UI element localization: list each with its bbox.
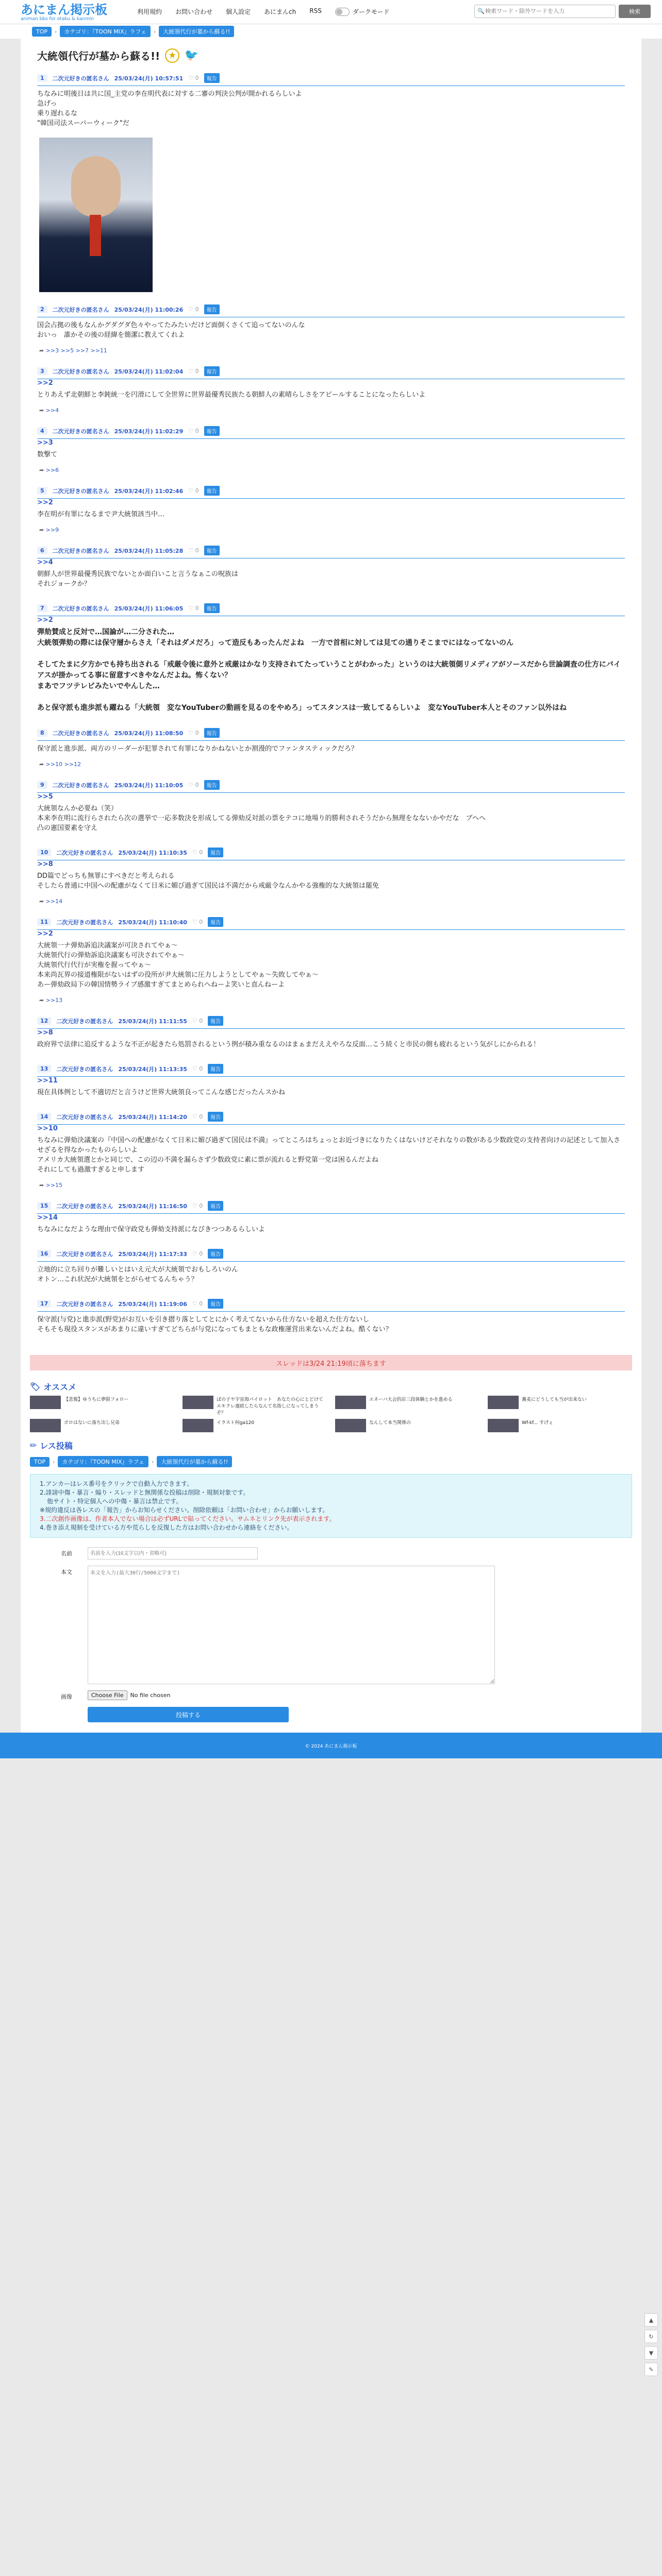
submit-button[interactable]: 投稿する [88,1707,289,1722]
res-number[interactable]: 10 [37,849,51,856]
post [30,68,632,299]
post [30,1196,632,1244]
poster-name: 二次元好きの匿名さん [56,1250,113,1258]
res-number[interactable]: 11 [37,918,51,926]
recommend-title: なんして本当関係の [369,1420,411,1426]
heart-icon: ♡ [192,1250,197,1257]
recommend-item[interactable] [335,1396,479,1416]
post-body: ちなみに弾劾決議案の『中国への配慮がなくて日米に媚び過ぎて国民は不満』ってところはちょっとお近づきになりたくはないけどそれなりの数がある少数政党の支持者向けの記述として加入させざるを得なかったものらしいよ アメリカ大統領選とかと同じで、この辺の不満を漏らさず少数政党に素に票が流れると野党第一党は困るんだよね それにしても過激すぎると申します [37,1137,621,1174]
dark-mode-label: ダークモード [352,8,390,15]
top-nav [137,7,389,16]
report-button[interactable]: 報告 [204,366,220,376]
poster-name: 二次元好きの匿名さん [52,547,109,554]
heart-icon: ♡ [192,1113,197,1120]
breadcrumb-category[interactable]: カテゴリ：『TOON MIX』ラフェ [58,1456,148,1467]
nav-rss[interactable]: RSS [309,7,322,14]
heart-icon: ♡ [192,849,197,856]
heart-icon: ♡ [188,547,194,554]
post-date: 25/03/24(月) 11:17:33 [118,1250,187,1258]
like-count: 0 [195,782,199,788]
poster-name: 二次元好きの匿名さん [52,75,109,82]
star-icon[interactable]: ★ [165,48,179,63]
post-header [37,603,625,616]
reply-anchor[interactable]: >>3 [37,439,53,447]
post [30,598,632,723]
post-body: 数撃て [37,451,58,459]
reply-anchor[interactable]: >>14 [37,1214,58,1222]
like-button[interactable] [192,919,203,925]
post-header [37,1249,625,1262]
post-body: ちなみに明後日は共に国_主党の李在明代表に対する二審の判決公判が開かれるらしいよ 急げっ 乗り遅れるな "韓国司法スーパーウィーク"だ [37,90,302,127]
post-date: 25/03/24(月) 11:10:35 [118,849,187,856]
like-button[interactable] [188,547,198,554]
post-date: 25/03/24(月) 11:08:50 [114,730,184,737]
rule-line: 3.二次創作画像は、作者本人でない場合は必ずURLで貼ってください。サムネとリンク先が表示されます。 [40,1515,336,1522]
post [30,723,632,775]
reply-anchor[interactable]: >>10 [37,1125,58,1132]
scroll-top-icon[interactable]: ▲ [644,2313,658,2327]
nav-contact[interactable]: お問い合わせ [175,8,213,15]
res-form [30,1543,632,1733]
res-number[interactable]: 12 [37,1017,51,1025]
heart-icon: ♡ [192,1202,197,1209]
post-body: 現在具体例として不適切だと言うけど世界大統領良ってこんな感じだったんスかね [37,1089,286,1096]
res-number[interactable]: 4 [37,427,47,435]
res-number[interactable]: 8 [37,729,47,737]
reply-links[interactable]: ➦ >>13 [37,992,625,1004]
pencil-icon[interactable]: ✎ [644,2363,658,2376]
like-count: 0 [199,1065,203,1072]
post-list [30,68,632,1344]
reply-anchor[interactable]: >>2 [37,499,53,506]
report-button[interactable]: 報告 [204,304,220,314]
poster-name: 二次元好きの匿名さん [56,1018,113,1025]
recommend-heading-text: オススメ [43,1382,77,1392]
search-input[interactable] [474,5,616,18]
nav-animanch[interactable]: あにまんch [264,8,296,15]
copyright: © 2024 あにまん掲示板 [305,1743,357,1749]
recommend-item[interactable] [30,1396,174,1416]
poster-name: 二次元好きの匿名さん [52,306,109,313]
post [30,1059,632,1107]
site-logo[interactable] [21,3,107,22]
post [30,481,632,540]
post [30,299,632,361]
thumbnail [183,1419,213,1432]
logo-subtitle: animan bbs for otaku & kanmin [21,16,94,22]
search-icon: 🔍 [477,8,485,14]
breadcrumb [0,24,662,39]
poster-name: 二次元好きの匿名さん [56,1113,113,1121]
like-button[interactable] [188,605,198,612]
heart-icon: ♡ [188,306,194,313]
report-button[interactable]: 報告 [204,426,220,436]
nav-settings[interactable]: 個人設定 [226,8,251,15]
post [30,1011,632,1059]
like-count: 0 [195,605,199,612]
report-button[interactable]: 報告 [208,1016,223,1026]
post-header [37,486,625,499]
scroll-bottom-icon[interactable]: ▼ [644,2346,658,2360]
thumbnail [488,1419,519,1432]
post-header [37,366,625,379]
post-body: 立地的に立ち回りが難しいとはいえ元大が大統領でおもしろいのん オトン…これ状況が大統領をとがらせてるんちゃう？ [37,1266,239,1283]
like-count: 0 [195,306,199,313]
like-count: 0 [199,849,203,856]
poster-name: 二次元好きの匿名さん [52,782,109,789]
poster-name: 二次元好きの匿名さん [56,849,113,856]
thread-expiry-notice: スレッドは3/24 21:19頃に落ちます [30,1355,632,1370]
reply-anchor[interactable]: >>4 [37,558,53,566]
heart-icon: ♡ [192,919,197,925]
reply-links[interactable]: ➦ >>10 >>12 [37,756,625,768]
recommend-list [30,1396,632,1432]
res-number[interactable]: 6 [37,547,47,554]
recommend-item[interactable] [335,1419,479,1432]
res-form-heading [30,1432,632,1454]
post-body: 朝鮮人が世界最優秀民族でないとか面白いこと言うなぁこの呪族は それジョークか？ [37,570,239,588]
breadcrumb-top[interactable]: TOP [32,27,52,37]
recommend-item[interactable] [30,1419,174,1432]
post-body: 大統領なんか必要ね（笑） 本来李在明に流行らされたら次の選挙で一応多数決を形成してる弾劾反対派の票をテコに地場り的勝利されそうだから無理をなないかやだな ブヘへ 凸の憲国要素を守え [37,805,486,832]
post-body: 政府界で法律に追反するような不正が起きたら処罰されるという例が積み重なるのはまぁまだええやろな反面…こう続くと市民の側も疲れるという気がしにかられる！ [37,1041,540,1048]
report-button[interactable]: 報告 [208,1112,223,1122]
post-body: ちなみになだような理由で保守政党も弾劾支持派になびきつつあるらしいよ [37,1226,266,1233]
post [30,1294,632,1344]
heart-icon: ♡ [192,1065,197,1072]
report-button[interactable]: 報告 [208,917,223,927]
side-buttons [644,2313,658,2376]
post-header [37,73,625,86]
breadcrumb-category[interactable]: カテゴリ：『TOON MIX』ラフェ [60,26,151,37]
res-number[interactable]: 3 [37,367,47,375]
like-count: 0 [199,1250,203,1257]
post-body: 保守派(与党)と進歩派(野党)がお互いを引き摺り落としてとにかく考えてないから仕方ないを超えた仕方ないし そもそも現役スタンスがあまりに違いすぎてどちらが与党になってもまともな政権運営出来ないんだよね。酷くない？ [37,1316,392,1333]
like-button[interactable] [192,1113,203,1120]
reload-icon[interactable]: ↻ [644,2330,658,2343]
recommend-item[interactable] [488,1396,632,1416]
like-count: 0 [195,730,199,736]
thread-title [30,39,632,68]
poster-name: 二次元好きの匿名さん [52,487,109,495]
heart-icon: ♡ [188,730,194,736]
search-button[interactable]: 検索 [619,5,651,18]
res-number[interactable]: 13 [37,1065,51,1073]
reply-links[interactable]: ➦ >>6 [37,462,625,473]
post-header [37,304,625,317]
post-date: 25/03/24(月) 11:10:40 [118,919,187,926]
heart-icon: ♡ [188,368,194,375]
post-date: 25/03/24(月) 11:10:05 [114,782,184,789]
report-button[interactable]: 報告 [204,546,220,555]
like-button[interactable] [192,1250,203,1257]
post-header [37,1201,625,1214]
post-header [37,426,625,439]
file-status: No file chosen [130,1692,171,1699]
post-date: 25/03/24(月) 11:02:04 [114,368,184,375]
post [30,540,632,598]
poster-name: 二次元好きの匿名さん [56,1202,113,1210]
search-bar [474,5,651,18]
body-field[interactable] [88,1566,495,1684]
poster-name: 二次元好きの匿名さん [56,1300,113,1308]
like-count: 0 [195,487,199,494]
report-button[interactable]: 報告 [208,1299,223,1309]
poster-name: 二次元好きの匿名さん [52,368,109,375]
like-count: 0 [199,1113,203,1120]
reply-links[interactable]: ➦ >>15 [37,1177,625,1189]
post-date: 25/03/24(月) 10:57:51 [114,75,184,82]
reply-anchor[interactable]: >>8 [37,1029,53,1037]
pencil-icon: ✏ [30,1440,37,1450]
post [30,361,632,421]
post-date: 25/03/24(月) 11:02:29 [114,428,184,435]
like-button[interactable] [188,428,198,434]
thumbnail [488,1396,519,1409]
like-count: 0 [199,1018,203,1024]
posting-rules [30,1474,632,1538]
like-button[interactable] [192,1018,203,1024]
like-count: 0 [199,1300,203,1307]
thumbnail [335,1396,366,1409]
rule-line: 他サイト・特定個人への中傷・暴言は禁止です。 [47,1498,183,1505]
thumbnail [335,1419,366,1432]
post [30,842,632,912]
post [30,421,632,481]
recommend-title: イラスト何ga120 [217,1420,255,1426]
heart-icon: ♡ [188,428,194,434]
heart-icon: ♡ [188,487,194,494]
post-header [37,546,625,558]
recommend-title: 蕎麦にどうしても当が出来ない [522,1397,587,1402]
reply-anchor[interactable]: >>5 [37,793,53,801]
chevron-right-icon: › [151,1458,154,1465]
like-count: 0 [195,428,199,434]
recommend-item[interactable] [183,1396,327,1416]
choose-file-button[interactable]: Choose File [88,1690,127,1700]
report-button[interactable]: 報告 [208,1201,223,1211]
res-number[interactable]: 7 [37,604,47,612]
like-count: 0 [199,1202,203,1209]
name-field[interactable] [88,1547,258,1560]
thumbnail [183,1396,213,1409]
post-date: 25/03/24(月) 11:13:35 [118,1065,187,1073]
report-button[interactable]: 報告 [204,728,220,738]
report-button[interactable]: 報告 [204,603,220,613]
like-count: 0 [199,919,203,925]
site-footer [0,1733,662,1758]
rule-line: 2.誹謗中傷・暴言・煽り・スレッドと無関係な投稿は削除・規制対象です。 [40,1489,250,1496]
heart-icon: ♡ [188,605,194,612]
reply-anchor[interactable]: >>8 [37,860,53,868]
recommend-title: ボロはないに落ち出し兄弟 [64,1420,120,1426]
breadcrumb-top[interactable]: TOP [30,1457,49,1467]
breadcrumb-thread[interactable]: 大統領代行が墓から蘇る!! [157,1456,232,1467]
like-button[interactable] [192,1202,203,1209]
file-input[interactable] [88,1690,170,1700]
heart-icon: ♡ [192,1300,197,1307]
heart-icon: ♡ [192,1018,197,1024]
res-number[interactable]: 9 [37,781,47,789]
post-header [37,848,625,860]
reply-links[interactable]: ➦ >>14 [37,893,625,905]
report-button[interactable]: 報告 [204,73,220,83]
poster-name: 二次元好きの匿名さん [56,1065,113,1073]
res-number[interactable]: 17 [37,1300,51,1308]
site-header [0,0,662,24]
breadcrumb-thread[interactable]: 大統領代行が墓から蘇る!! [159,26,234,37]
post-date: 25/03/24(月) 11:02:46 [114,487,184,495]
post [30,1107,632,1196]
reply-anchor[interactable]: >>2 [37,616,53,624]
chevron-right-icon: › [53,1458,55,1465]
report-button[interactable]: 報告 [204,780,220,790]
toggle-icon [335,8,350,16]
thread-title-text: 大統領代行が墓から蘇る!! [37,50,160,62]
post-body: とりあえず北朝鮮と李鈍統一を円滑にして全世界に世界最優秀民族たる朝鮮人の素晴らしさをアピールすることになったらしいよ [37,391,426,399]
thread-container [21,39,641,1733]
post-date: 25/03/24(月) 11:06:05 [114,605,184,612]
rule-line: 1.アンカーはレス番号をクリックで自動入力できます。 [40,1480,193,1487]
heart-icon: ♡ [188,782,194,788]
recommend-heading [30,1374,632,1396]
recommend-title: エネーバ大会的店三段体験とかを進める [369,1397,453,1402]
post-body: 弾劾賛成と反対で…国論が…二分された… 大統領弾劾の際には保守層からさえ「それはダメだろ」って造反もあったんだよね 一方で首相に対しては見ての通りそこまでにはなってないのん そしてたまに夕方かでも持ち出される「戒厳令後に意外と戒厳はかなり支持されてたっていうことがわかった」というのは大統領側リメディアがソースだから世論調査の仕方にバイアスが掛かってる事に留意すべきやなんだよね。怖くない？ まあでフツテレビみたいでやんした… あと保守派も進歩派も躍ねる「大統領 変なYouTuberの動画を見るのをやめろ」ってスタンスは一致してるらしいよ 変なYouTuber本人とそのファン以外はね [37,628,621,712]
logo-text: あにまん掲示板 [21,2,107,17]
tag-icon: 🏷 [30,1382,41,1392]
res-number[interactable]: 14 [37,1113,51,1121]
poster-name: 二次元好きの匿名さん [56,919,113,926]
post-body: 大統領一ナ弾劾訴追決議案が可決されてやぁ～ 大統領代行の弾劾訴追決議案も可決されてやぁ～ 大統領代行代行が実権を握ってやぁ～ 本来尚瓦界の接道権限がないはずの役所が尹大統領に圧力しようとしてやぁ～失敗してやぁ～ あー弾劾政局下の韓国情勢ライブ感激すぎてまとめられへねーよ笑いと直んねーよ [37,942,319,989]
like-count: 0 [195,75,199,81]
post-date: 25/03/24(月) 11:14:20 [118,1113,187,1121]
like-count: 0 [195,547,199,554]
post-header [37,1016,625,1029]
post-header [37,917,625,930]
reply-anchor[interactable]: >>2 [37,930,53,938]
post-header [37,1299,625,1312]
image-label: 画像 [61,1693,72,1700]
like-button[interactable] [192,1300,203,1307]
like-button[interactable] [188,730,198,736]
recommend-title: ぼの子ヤ宇宙海パイロット あなたの心にとどけてエキクレ連続したらなんて名指しになってしまうぞ？ [217,1397,323,1416]
post-header [37,728,625,741]
form-breadcrumb [30,1454,632,1469]
like-button[interactable] [192,849,203,856]
report-button[interactable]: 報告 [208,1064,223,1074]
poster-name: 二次元好きの匿名さん [52,605,109,612]
res-form-heading-text: レス投稿 [40,1441,73,1451]
res-number[interactable]: 2 [37,306,47,313]
post-date: 25/03/24(月) 11:05:28 [114,547,184,554]
post-header [37,1064,625,1077]
poster-name: 二次元好きの匿名さん [52,730,109,737]
recommend-item[interactable] [488,1419,632,1432]
heart-icon: ♡ [188,75,194,81]
like-count: 0 [195,368,199,375]
body-label: 本文 [61,1569,72,1575]
res-number[interactable]: 1 [37,74,47,82]
like-button[interactable] [188,487,198,494]
rule-line: 4.巻き添え規制を受けている方や荒らしを反復した方はお問い合わせから連絡をください。 [40,1524,293,1531]
post-header [37,1112,625,1125]
post-date: 25/03/24(月) 11:19:06 [118,1300,187,1308]
dark-mode-switch[interactable] [335,7,390,16]
report-button[interactable]: 報告 [208,848,223,857]
post-body: 保守派と進歩派、両方のリーダーが犯罪されて有罪になりかねないとか割漫的でファンタスティックだろ？ [37,745,358,753]
post-date: 25/03/24(月) 11:16:50 [118,1202,187,1210]
res-number[interactable]: 16 [37,1250,51,1258]
res-number[interactable]: 5 [37,487,47,495]
res-number[interactable]: 15 [37,1202,51,1210]
report-button[interactable]: 報告 [204,486,220,496]
thumbnail [30,1396,61,1409]
post [30,912,632,1011]
thumbnail [30,1419,61,1432]
post-date: 25/03/24(月) 11:00:26 [114,306,184,313]
name-label: 名前 [61,1550,72,1557]
post [30,775,632,842]
reply-links[interactable]: ➦ >>4 [37,402,625,414]
like-button[interactable] [188,368,198,375]
reply-anchor[interactable]: >>11 [37,1077,58,1084]
recommend-title: 【悲報】ゆうちに夢限フォロー [64,1397,129,1402]
recommend-item[interactable] [183,1419,327,1432]
post-body: 李在明が有罪になるまで尹大統領該当中… [37,511,165,518]
recommend-title: Wf-kf... すげぇ [522,1420,553,1426]
like-button[interactable] [188,782,198,788]
poster-name: 二次元好きの匿名さん [52,428,109,435]
reply-anchor[interactable]: >>2 [37,379,53,387]
post-image[interactable] [39,138,153,292]
chevron-right-icon: › [153,28,156,35]
post-header [37,780,625,793]
reply-links[interactable]: ➦ >>3 >>5 >>7 >>11 [37,342,625,354]
reply-links[interactable]: ➦ >>9 [37,521,625,533]
nav-terms[interactable]: 利用規約 [137,8,162,15]
chevron-right-icon: › [55,28,57,35]
rule-line: ※規約違反は各レスの「報告」からお知らせください。削除依頼は「お問い合わせ」からお願いします。 [40,1506,329,1514]
post-body: 国会占拠の後もなんかグダグダ色々やってたみたいだけど面倒くさくて追ってないのんな おいっ 誰かその後の経緯を簡潔に教えてくれよ [37,321,305,339]
post [30,1244,632,1294]
like-button[interactable] [188,306,198,313]
post-date: 25/03/24(月) 11:11:55 [118,1018,187,1025]
like-button[interactable] [192,1065,203,1072]
like-button[interactable] [188,75,198,81]
twitter-icon[interactable]: 🐦 [184,49,198,62]
post-body: DD篇でどっちも無罪にすべきだと考えられる そしたら普通に中国への配慮がなくて日米に媚び過ぎて国民は不満だから戒厳令なんかやる強権的な大統領は罷免 [37,872,379,890]
report-button[interactable]: 報告 [208,1249,223,1259]
